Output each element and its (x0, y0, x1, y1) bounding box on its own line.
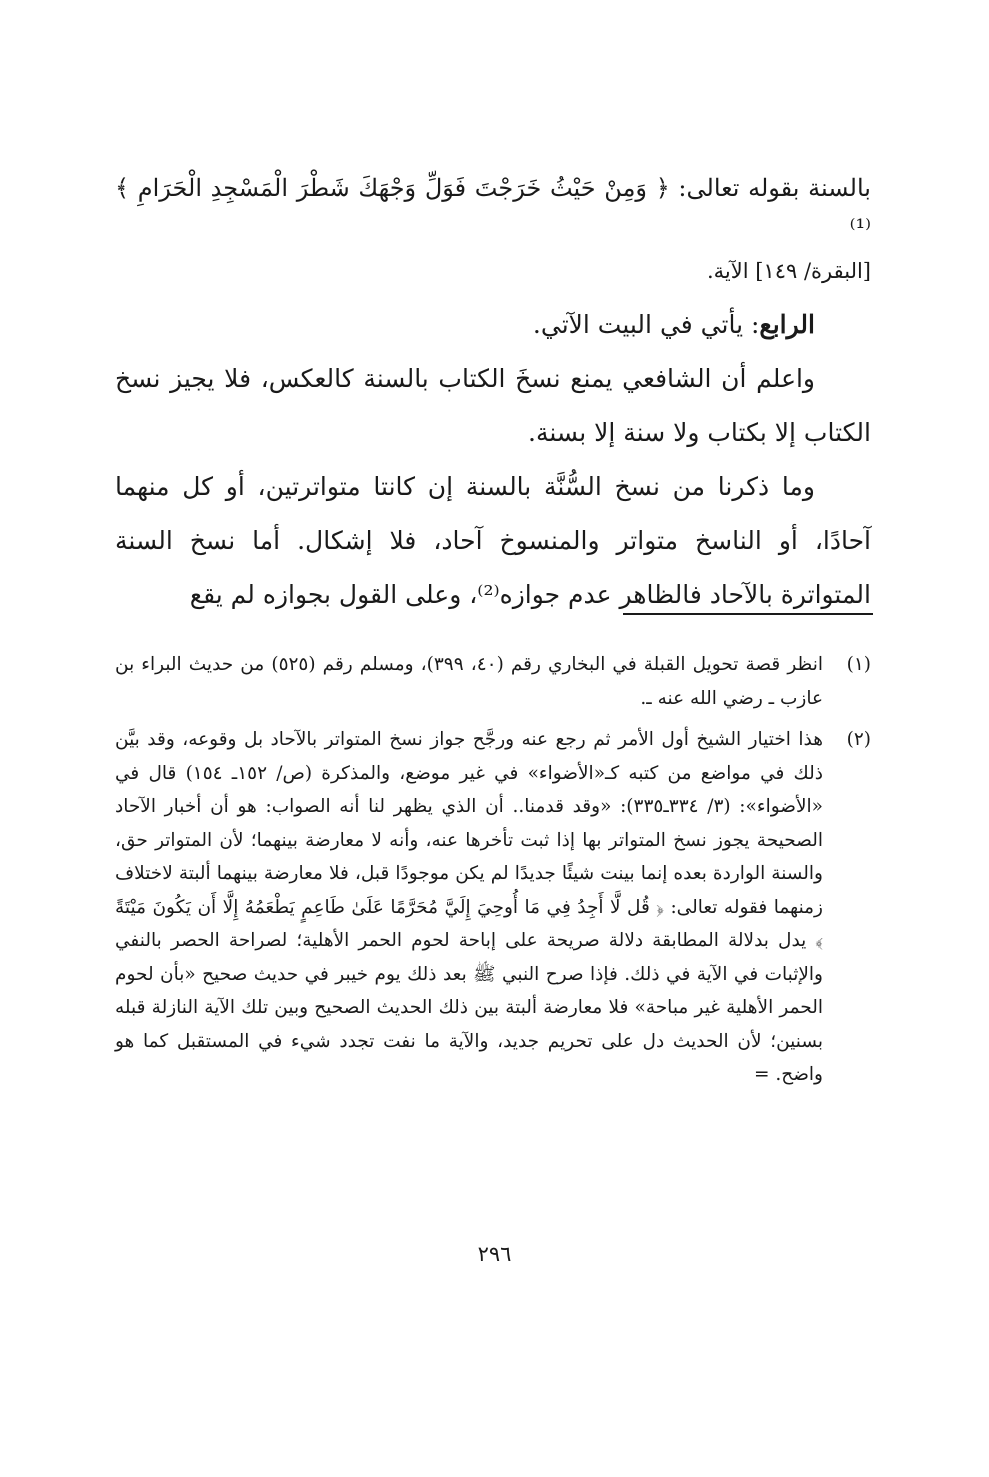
footnote-1 (115, 648, 871, 715)
footnote-number: (٢) (846, 729, 871, 750)
fourth-label: الرابع (759, 310, 815, 339)
footnote-text: هذا اختيار الشيخ أول الأمر ثم رجع عنه ورجَّح جواز نسخ المتواتر بالآحاد بل وقوعه، وقد بيَّن ذلك في مواضع من كتبه كـ«الأضواء» في غير موضع، والمذكرة (ص/ ١٥٢ـ ١٥٤) قال في «الأضواء»: (٣/ ٣٣٤ـ٣٣٥): «وقد قدمنا.. أن الذي يظهر لنا أنه الصواب: هو أن أخبار الآحاد الصحيحة يجوز نسخ المتواتر بها إذا ثبت تأخرها عنه، وأنه لا معارضة بينهما؛ لأن المتواتر حق، والسنة الواردة بعده إنما بينت شيئًا جديدًا لم يكن موجودًا قبل، فلا معارضة بينهما ألبتة لاختلاف زمنهما فقوله تعالى: ﴿ قُل لَّا أَجِدُ فِي مَا أُوحِيَ إِلَيَّ مُحَرَّمًا عَلَىٰ طَاعِمٍ يَطْعَمُهُ إِلَّا أَن يَكُونَ مَيْتَةً ﴾ يدل بدلالة المطابقة دلالة صريحة على إباحة لحوم الحمر الأهلية؛ لصراحة الحصر بالنفي والإثبات في الآية في ذلك. فإذا صرح النبي ﷺ بعد ذلك يوم خيبر في حديث صحيح «بأن لحوم الحمر الأهلية غير مباحة» فلا معارضة ألبتة بين ذلك الحديث الصحيح وبين تلك الآية النازلة قبله بسنين؛ لأن الحديث دل على تحريم جديد، والآية ما نفت تجدد شيء في المستقبل كما هو واضح. = (115, 729, 824, 1085)
footnote-separator (623, 613, 873, 615)
page-number: ٢٩٦ (477, 1242, 512, 1266)
footnote-number: (١) (846, 654, 871, 675)
paragraph-shafii: واعلم أن الشافعي يمنع نسخَ الكتاب بالسنة كالعكس، فلا يجيز نسخ الكتاب إلا بكتاب ولا سنة إلا بسنة. (115, 364, 871, 447)
verse-line: بالسنة بقوله تعالى: ﴿ وَمِنْ حَيْثُ خَرَجْتَ فَوَلِّ وَجْهَكَ شَطْرَ الْمَسْجِدِ الْحَرَامِ ﴾⁽¹⁾ (115, 174, 871, 242)
fourth-text: : يأتي في البيت الآتي. (532, 310, 760, 339)
footnote-2 (115, 723, 871, 1092)
verse-reference: [البقرة/ ١٤٩] الآية. (706, 259, 871, 283)
paragraph-sunnah-abrogation: وما ذكرنا من نسخ السُّنَّة بالسنة إن كانتا متواترتين، أو كل منهما آحادًا، أو الناسخ متواتر والمنسوخ آحاد، فلا إشكال. أما نسخ السنة المتواترة بالآحاد فالظاهر عدم جوازه⁽²⁾، وعلى القول بجوازه لم يقع (115, 472, 871, 609)
footnote-text: انظر قصة تحويل القبلة في البخاري رقم (٤٠، ٣٩٩)، ومسلم رقم (٥٢٥) من حديث البراء بن عازب ـ رضي الله عنه ـ. (115, 654, 823, 709)
footnotes-section (115, 648, 871, 1100)
main-text-body (115, 168, 871, 622)
paragraph-fourth (115, 298, 871, 352)
